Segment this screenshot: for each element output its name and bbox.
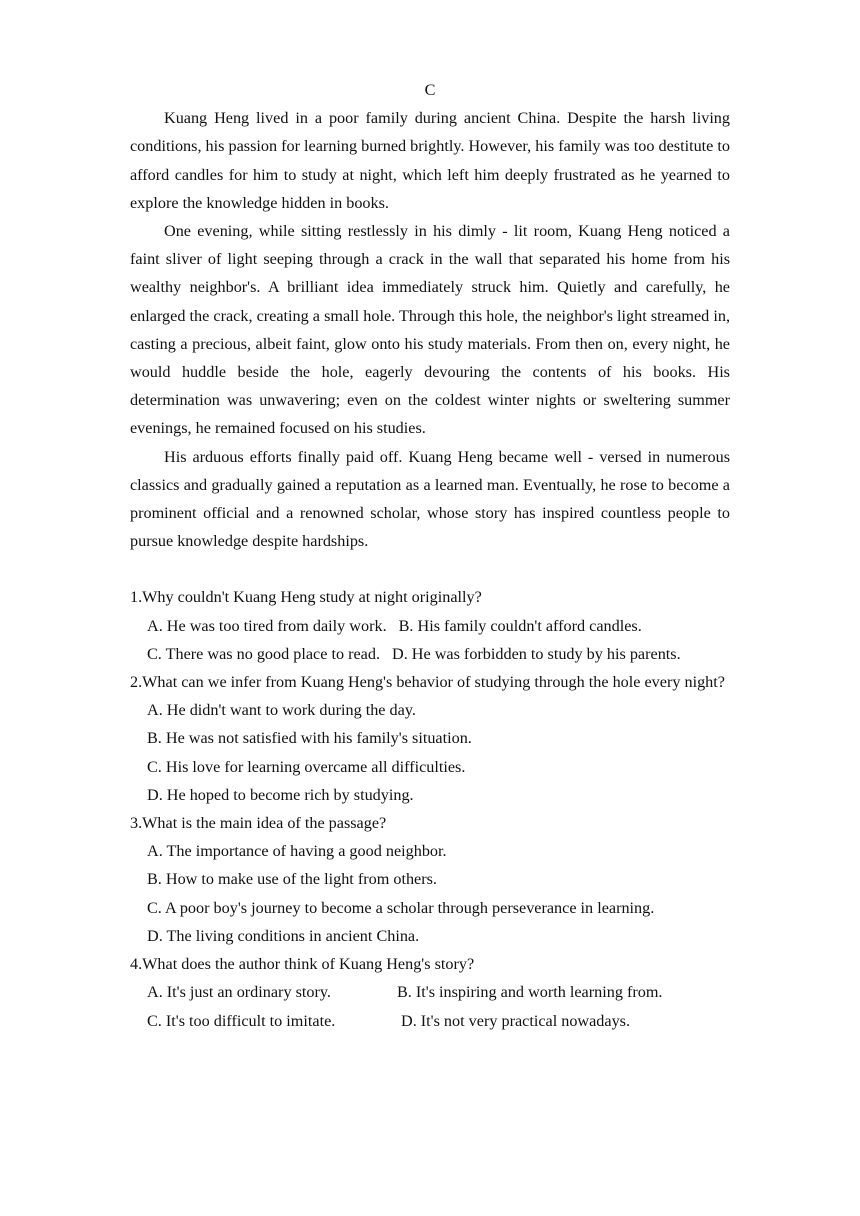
question-2-stem: 2.What can we infer from Kuang Heng's behavior of studying through the hole every night?	[130, 673, 725, 692]
question-2-option-c: C. His love for learning overcame all difficulties.	[147, 757, 466, 776]
question-1-option-b: B. His family couldn't afford candles.	[398, 616, 642, 635]
question-2-option-a: A. He didn't want to work during the day.	[147, 701, 416, 720]
document-page	[130, 76, 730, 1035]
question-4-option-c: C. It's too difficult to imitate.	[147, 1011, 336, 1030]
question-1-option-d: D. He was forbidden to study by his parents.	[392, 644, 681, 663]
question-3-option-a: A. The importance of having a good neighbor.	[147, 842, 447, 861]
question-3-option-b: B. How to make use of the light from others.	[147, 870, 437, 889]
question-1-options-row-1	[130, 612, 730, 640]
question-4-option-a: A. It's just an ordinary story.	[147, 983, 331, 1002]
question-3-option-c: C. A poor boy's journey to become a scholar through perseverance in learning.	[147, 898, 655, 917]
question-4-stem: 4.What does the author think of Kuang Heng's story?	[130, 955, 475, 974]
question-4-options-row-1	[130, 978, 730, 1006]
question-1-stem: 1.Why couldn't Kuang Heng study at night originally?	[130, 588, 482, 607]
question-1-option-c: C. There was no good place to read.	[147, 644, 380, 663]
question-4-option-b: B. It's inspiring and worth learning from.	[397, 983, 663, 1002]
passage-paragraph-1: Kuang Heng lived in a poor family during ancient China. Despite the harsh living conditions, his passion for learning burned brightly. However, his family was too destitute to afford candles for him to study at night, which left him deeply frustrated as he yearned to explore the knowledge hidden in books.	[130, 109, 730, 212]
question-2-option-d: D. He hoped to become rich by studying.	[147, 785, 414, 804]
section-heading: C	[424, 81, 436, 99]
section-spacer	[130, 555, 730, 583]
question-1-option-a: A. He was too tired from daily work.	[147, 616, 387, 635]
question-2-option-b: B. He was not satisfied with his family's situation.	[147, 729, 472, 748]
passage-paragraph-3: His arduous efforts finally paid off. Kuang Heng became well - versed in numerous classics and gradually gained a reputation as a learned man. Eventually, he rose to become a prominent official and a renowned scholar, whose story has inspired countless people to pursue knowledge despite hardships.	[130, 447, 730, 551]
passage-paragraph-2: One evening, while sitting restlessly in his dimly - lit room, Kuang Heng noticed a faint sliver of light seeping through a crack in the wall that separated his home from his wealthy neighbor's. A brilliant idea immediately struck him. Quietly and carefully, he enlarged the crack, creating a small hole. Through this hole, the neighbor's light streamed in, casting a precious, albeit faint, glow onto his study materials. From then on, every night, he would huddle beside the hole, eagerly devouring the contents of his books. His determination was unwavering; even on the coldest winter nights or sweltering summer evenings, he remained focused on his studies.	[130, 222, 730, 438]
question-4-option-d: D. It's not very practical nowadays.	[401, 1011, 631, 1030]
question-3-option-d: D. The living conditions in ancient China.	[147, 926, 420, 945]
question-1-options-row-2	[130, 640, 730, 668]
question-3-stem: 3.What is the main idea of the passage?	[130, 814, 387, 833]
question-4-options-row-2	[130, 1007, 730, 1035]
